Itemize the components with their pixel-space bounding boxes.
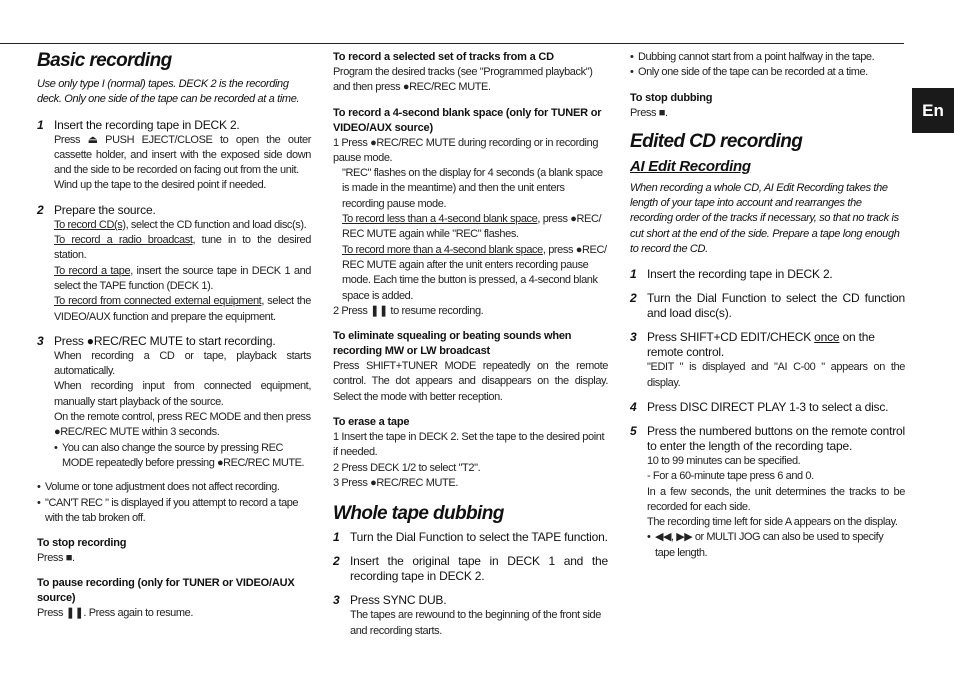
text: , tune in to the desired station.: [54, 234, 311, 262]
step-text: Insert the recording tape in DECK 2.: [54, 117, 240, 132]
step-detail: - For a 60-minute tape press 6 and 0.: [647, 470, 814, 483]
step-detail: "EDIT " is displayed and "AI C-00 " appears on the display.: [647, 361, 905, 389]
text: , select the CD function and load disc(s).: [125, 218, 307, 231]
paragraph: Press ■.: [37, 552, 75, 565]
step-detail: The tapes are rewound to the beginning of the front side and recording starts.: [350, 609, 601, 637]
header-rule: [0, 43, 904, 44]
step-detail: Wind up the tape to the desired point if needed.: [54, 179, 266, 192]
step-number: 2: [630, 291, 637, 306]
step-number: 3: [630, 330, 637, 345]
step-4: [630, 400, 905, 415]
paragraph: [333, 243, 608, 304]
underlined-text: To record a radio broadcast: [54, 234, 193, 247]
step-detail: In a few seconds, the unit determines the tracks to be recorded for each side.: [647, 485, 905, 513]
step-text: Press the numbered buttons on the remote control to enter the length of the recording tape.: [647, 423, 905, 453]
paragraph: Press ■.: [630, 106, 668, 119]
paragraph: [333, 212, 608, 243]
step-number: 2: [37, 202, 44, 217]
step-text: Press ●REC/REC MUTE to start recording.: [54, 333, 276, 348]
step-5: [630, 424, 905, 561]
step-1: [37, 118, 311, 194]
column-recording-options: [333, 50, 608, 648]
paragraph: Press ❚❚. Press again to resume.: [37, 607, 194, 620]
language-tab-label: En: [922, 100, 944, 120]
step-text: Prepare the source.: [54, 202, 156, 217]
step-1: [630, 267, 905, 282]
step-detail: [54, 233, 311, 264]
step-number: 3: [37, 333, 44, 348]
paragraph: Press SHIFT+TUNER MODE repeatedly on the remote control. The dot appears and disappears on the display. Select the mode with better reception.: [333, 360, 608, 403]
step-detail: The recording time left for side A appears on the display.: [647, 516, 898, 529]
subheading: To record a 4-second blank space (only for TUNER or VIDEO/AUX source): [333, 106, 602, 134]
underlined-text: To record a tape: [54, 264, 131, 277]
section-intro: When recording a whole CD, AI Edit Recording takes the length of your tape into account and rearranges the recording order of the tracks if necessary, so that no track is cut short at the end of the side. Prepare a tape long enough to record the CD.: [630, 181, 900, 256]
underlined-text: To record from connected external equipment: [54, 295, 262, 308]
step-detail: [54, 294, 311, 325]
column-edited-cd-recording: [630, 50, 905, 570]
language-tab: [912, 88, 954, 133]
underlined-text: To record more than a 4-second blank space: [342, 243, 543, 256]
text: Press SHIFT+CD EDIT/CHECK: [647, 330, 815, 345]
subheading: To stop recording: [37, 537, 127, 550]
note: • Dubbing cannot start from a point halfway in the tape.: [630, 50, 905, 65]
step-note: • ◀◀, ▶▶ or MULTI JOG can also be used to specify tape length.: [647, 530, 905, 561]
note: • Volume or tone adjustment does not affect recording.: [37, 480, 311, 495]
step-number: 3: [333, 593, 340, 608]
note: • Only one side of the tape can be recorded at a time.: [630, 65, 905, 80]
underlined-text: To record CD(s): [54, 218, 126, 231]
step-1: [333, 530, 608, 545]
step-number: 2: [333, 554, 340, 569]
step-detail: [54, 218, 311, 233]
step-detail: When recording input from connected equipment, manually start playback of the source.: [54, 380, 311, 408]
subheading: To eliminate squealing or beating sounds when recording MW or LW broadcast: [333, 330, 572, 358]
paragraph: 1 Insert the tape in DECK 2. Set the tape to the desired point if needed.: [333, 431, 605, 459]
step-3: [333, 593, 608, 639]
step-note: • You can also change the source by pressing REC MODE repeatedly before pressing ●REC/REC MUTE.: [54, 441, 311, 472]
step-text: Insert the original tape in DECK 1 and the recording tape in DECK 2.: [350, 554, 608, 584]
step-number: 4: [630, 399, 637, 414]
step-number: 5: [630, 423, 637, 438]
paragraph: 1 Press ●REC/REC MUTE during recording or in recording pause mode.: [333, 136, 599, 164]
step-2: [333, 554, 608, 584]
step-text: [647, 330, 905, 360]
step-detail: 10 to 99 minutes can be specified.: [647, 454, 801, 467]
step-detail: On the remote control, press REC MODE and then press ●REC/REC MUTE within 3 seconds.: [54, 411, 311, 439]
underlined-text: once: [814, 330, 840, 345]
step-text: Turn the Dial Function to select the CD function and load disc(s).: [647, 291, 905, 321]
column-basic-recording: [37, 50, 311, 622]
text: , press ●REC/ REC MUTE again while "REC" flashes.: [342, 213, 602, 241]
step-2: [630, 291, 905, 321]
subheading: To record a selected set of tracks from a CD: [333, 51, 554, 63]
step-text: Insert the recording tape in DECK 2.: [647, 267, 833, 282]
step-text: Press SYNC DUB.: [350, 593, 447, 608]
paragraph: Program the desired tracks (see "Programmed playback") and then press ●REC/REC MUTE.: [333, 66, 593, 94]
step-detail: Press ⏏ PUSH EJECT/CLOSE to open the outer cassette holder, and insert with the exposed side down and the side to be recorded on facing out from the unit.: [54, 133, 311, 177]
subheading: To stop dubbing: [630, 91, 713, 104]
paragraph: 2 Press DECK 1/2 to select "T2".: [333, 461, 481, 474]
text: , select the VIDEO/AUX function and prepare the equipment.: [54, 295, 311, 323]
step-2: [37, 203, 311, 325]
section-title: Whole tape dubbing: [333, 503, 504, 525]
step-number: 1: [333, 530, 340, 545]
section-title: Basic recording: [37, 50, 172, 71]
step-detail: When recording a CD or tape, playback starts automatically.: [54, 349, 311, 378]
step-3: [630, 330, 905, 391]
section-title: Edited CD recording: [630, 130, 803, 152]
step-text: Turn the Dial Function to select the TAPE function.: [350, 530, 608, 545]
text: on the remote control.: [647, 330, 875, 360]
section-subtitle: AI Edit Recording: [630, 157, 751, 175]
note: • "CAN'T REC " is displayed if you attempt to record a tape with the tab broken off.: [37, 496, 311, 527]
text: , press ●REC/ REC MUTE again after the unit enters recording pause mode. Each time the button is pressed, a 4-second blank space is added.: [342, 243, 607, 302]
paragraph: 3 Press ●REC/REC MUTE.: [333, 476, 458, 489]
step-detail: [54, 264, 311, 295]
paragraph: 2 Press ❚❚ to resume recording.: [333, 304, 484, 317]
subheading: To erase a tape: [333, 416, 410, 429]
step-number: 1: [37, 117, 44, 132]
paragraph: "REC" flashes on the display for 4 seconds (a blank space is made in the meantime) and then the unit enters recording pause mode.: [342, 167, 603, 210]
section-intro: Use only type I (normal) tapes. DECK 2 is the recording deck. Only one side of the tape can be recorded at a time.: [37, 78, 300, 106]
underlined-text: To record less than a 4-second blank space: [342, 213, 538, 226]
step-text: Press DISC DIRECT PLAY 1-3 to select a disc.: [647, 399, 889, 414]
subheading: To pause recording (only for TUNER or VIDEO/AUX source): [37, 577, 295, 605]
step-3: [37, 334, 311, 471]
step-number: 1: [630, 267, 637, 282]
text: , insert the source tape in DECK 1 and select the TAPE function (DECK 1).: [54, 264, 312, 292]
